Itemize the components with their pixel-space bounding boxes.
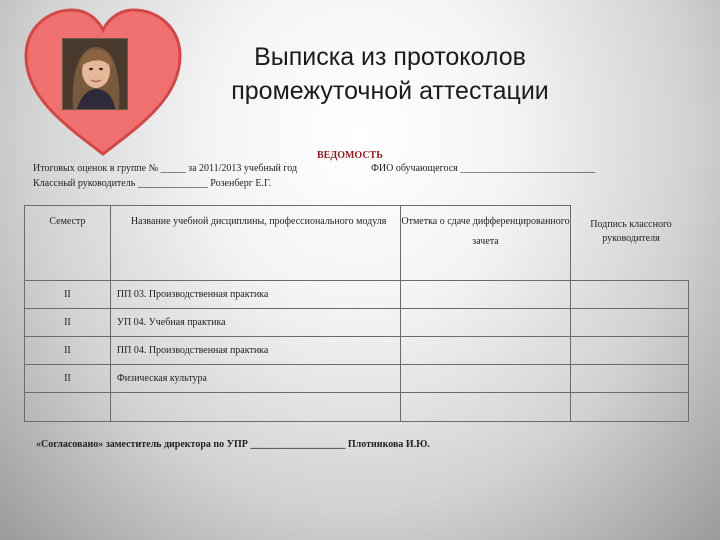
cell-semester: II [25, 309, 111, 337]
class-teacher-line: Классный руководитель ______________ Розенберг Е.Г. [33, 178, 272, 189]
cell-mark[interactable] [401, 393, 570, 422]
cell-signature[interactable] [570, 281, 688, 309]
portrait-photo [62, 38, 128, 110]
header-discipline: Название учебной дисциплины, профессионального модуля [110, 206, 400, 281]
approval-footer: «Согласовано» заместитель директора по УПР ___________________ Плотникова И.Ю. [36, 439, 430, 450]
cell-signature[interactable] [570, 309, 688, 337]
cell-signature[interactable] [570, 365, 688, 393]
page-title [170, 40, 610, 108]
cell-mark[interactable] [401, 337, 570, 365]
title-line-1: Выписка из протоколов [254, 43, 526, 71]
cell-discipline[interactable] [110, 393, 400, 422]
portrait-image [63, 39, 127, 109]
cell-semester[interactable] [25, 393, 111, 422]
header-semester: Семестр [25, 206, 111, 281]
cell-signature[interactable] [570, 393, 688, 422]
cell-discipline: ПП 03. Производственная практика [110, 281, 400, 309]
header-mark: Отметка о сдаче дифференцированного зачета [401, 206, 570, 281]
cell-semester: II [25, 281, 111, 309]
header-signature: Подпись классного руководителя [590, 219, 672, 244]
table-row [25, 281, 689, 309]
cell-mark[interactable] [401, 365, 570, 393]
cell-discipline: ПП 04. Производственная практика [110, 337, 400, 365]
table-row-empty [25, 393, 689, 422]
cell-mark[interactable] [401, 281, 570, 309]
group-grades-label: Итоговых оценок в группе № _____ за 2011/2013 учебный год [33, 163, 298, 174]
cell-mark[interactable] [401, 309, 570, 337]
cell-signature[interactable] [570, 337, 688, 365]
document-heading: ВЕДОМОСТЬ [317, 150, 383, 161]
table-row [25, 337, 689, 365]
title-line-2: промежуточной аттестации [231, 77, 549, 105]
table-row [25, 365, 689, 393]
cell-discipline: УП 04. Учебная практика [110, 309, 400, 337]
cell-semester: II [25, 337, 111, 365]
table-row [25, 309, 689, 337]
student-name-label: ФИО обучающегося ___________________________ [371, 163, 596, 174]
cell-discipline: Физическая культура [110, 365, 400, 393]
cell-semester: II [25, 365, 111, 393]
